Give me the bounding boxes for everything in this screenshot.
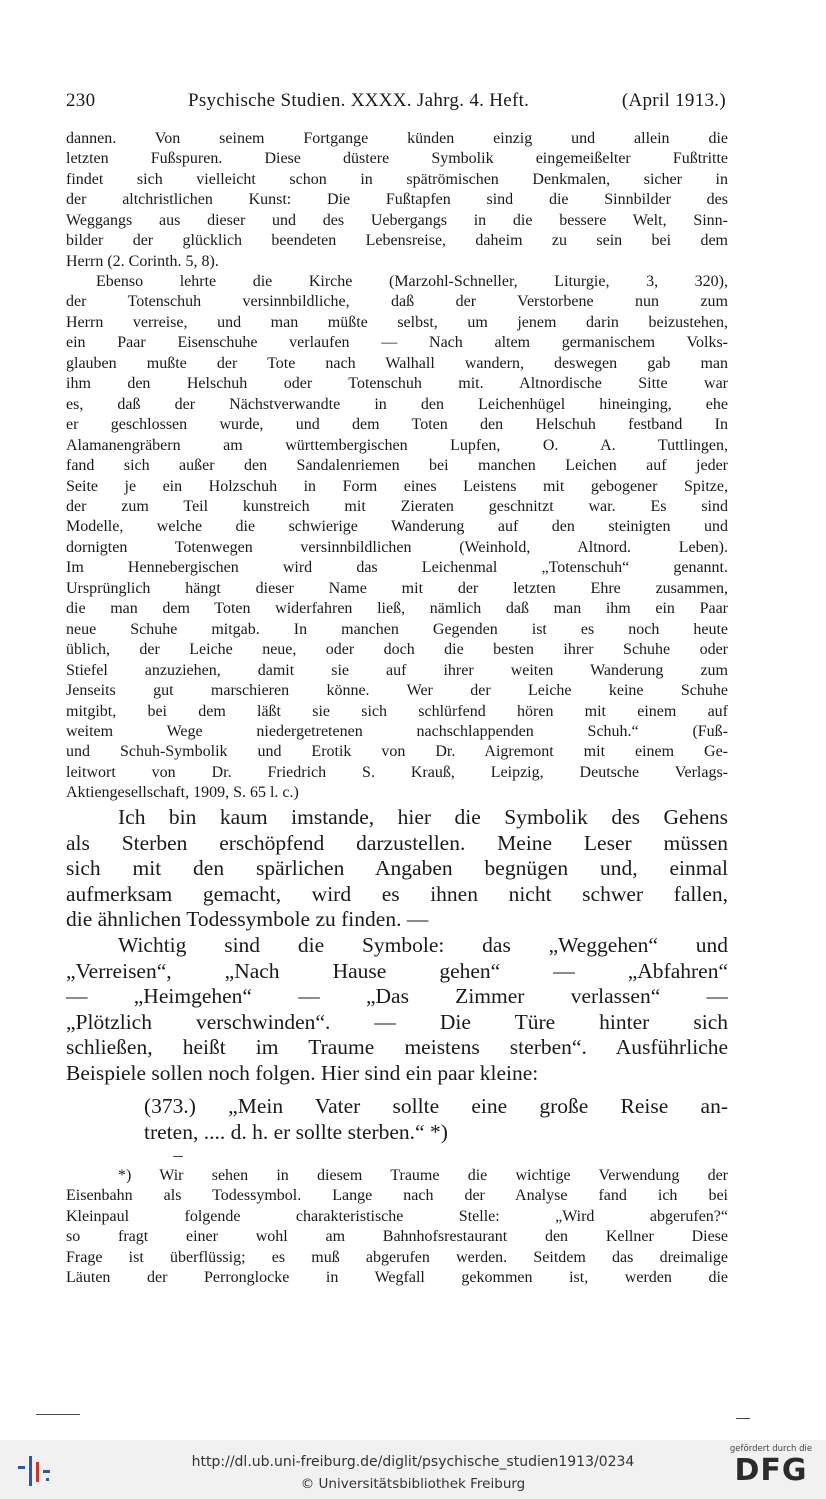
text-line: üblich, der Leiche neue, oder doch die besten ihrer Schuhe oder	[66, 641, 728, 659]
text-line: (373.) „Mein Vater sollte eine große Reise an-	[144, 1094, 728, 1118]
paragraph-continuation	[66, 129, 728, 272]
text-line: letzten Fußspuren. Diese düstere Symbolik eingemeißelter Fußtritte	[66, 150, 728, 168]
text-line: Ich bin kaum imstande, hier die Symbolik des Gehens	[118, 805, 728, 829]
text-line: leitwort von Dr. Friedrich S. Krauß, Leipzig, Deutsche Verlags-	[66, 763, 728, 781]
scan-mark-left	[36, 1414, 80, 1415]
text-line: so fragt einer wohl am Bahnhofsrestaurant den Kellner Diese	[66, 1228, 728, 1246]
text-line: es, daß der Nächstverwandte in den Leichenhügel hineinging, ehe	[66, 395, 728, 413]
text-line: Läuten der Perronglocke in Wegfall gekommen ist, werden die	[66, 1269, 728, 1287]
text-line: schließen, heißt im Traume meistens sterben“. Ausführliche	[66, 1035, 728, 1060]
dream-example	[66, 1094, 728, 1145]
text-line: Jenseits gut marschieren könne. Wer der Leiche keine Schuhe	[66, 682, 728, 700]
text-line: Im Hennebergischen wird das Leichenmal „Totenschuh“ genannt.	[66, 559, 728, 577]
text-line: der altchristlichen Kunst: Die Fußtapfen sind die Sinnbilder des	[66, 191, 728, 209]
dfg-logo[interactable]	[726, 1444, 816, 1496]
text-line: Wichtig sind die Symbole: das „Weggehen“ und	[118, 933, 728, 957]
text-line: fand sich außer den Sandalenriemen bei manchen Leichen auf jeder	[66, 457, 728, 475]
text-line: Frage ist überflüssig; es muß abgerufen werden. Seitdem das dreimalige	[66, 1248, 728, 1266]
text-line: Weggangs aus dieser und des Uebergangs in die bessere Welt, Sinn-	[66, 211, 728, 229]
copyright-notice: © Universitätsbibliothek Freiburg	[300, 1476, 526, 1492]
text-line: Modelle, welche die schwierige Wanderung auf den steinigten und	[66, 518, 728, 536]
text-line: Eisenbahn als Todessymbol. Lange nach der Analyse fand ich bei	[66, 1187, 728, 1205]
text-line: Alamanengräbern am württembergischen Lupfen, O. A. Tuttlingen,	[66, 436, 728, 454]
text-line: dornigten Totenwegen versinnbildlichen (Weinhold, Altnord. Leben).	[66, 538, 728, 556]
text-line: bilder der glücklich beendeten Lebensreise, daheim zu sein bei dem	[66, 232, 728, 250]
journal-title: Psychische Studien. XXXX. Jahrg. 4. Heft.	[187, 90, 530, 111]
text-line: aufmerksam gemacht, wird es ihnen nicht schwer fallen,	[66, 881, 728, 906]
paragraph-symbols	[66, 933, 728, 1087]
dfg-mark: DFG	[734, 1453, 808, 1488]
text-line: Stiefel anzuziehen, damit sie auf ihrer weiten Wanderung zum	[66, 661, 728, 679]
paragraph-main	[66, 805, 728, 933]
text-line: Ursprünglich hängt dieser Name mit der letzten Ehre zusammen,	[66, 579, 728, 597]
text-line: die man dem Toten widerfahren ließ, nämlich daß man ihm ein Paar	[66, 600, 728, 618]
text-line: Herrn (2. Corinth. 5, 8).	[66, 252, 219, 270]
scan-mark-right	[736, 1418, 750, 1419]
text-line: dannen. Von seinem Fortgange künden einzig und allein die	[66, 130, 728, 147]
text-line: Kleinpaul folgende charakteristische Stelle: „Wird abgerufen?“	[66, 1207, 728, 1225]
text-line: mitgibt, bei dem läßt sie sich schlürfend hören mit einem auf	[66, 702, 728, 720]
text-line: *) Wir sehen in diesem Traume die wichtige Verwendung der	[118, 1167, 728, 1184]
footnote-separator	[173, 1156, 183, 1157]
text-line: findet sich vielleicht schon in spätrömischen Denkmalen, sicher in	[66, 170, 728, 188]
text-line: der zum Teil kunstreich mit Zieraten geschnitzt war. Es sind	[66, 497, 728, 515]
dfg-subtitle: gefördert durch die	[729, 1444, 813, 1454]
running-header	[66, 90, 726, 112]
text-line: Beispiele sollen noch folgen. Hier sind ein paar kleine:	[66, 1060, 539, 1085]
text-line: Seite je ein Holzschuh in Form eines Leistens mit gebogener Spitze,	[66, 477, 728, 495]
text-line: Ebenso lehrte die Kirche (Marzohl-Schneller, Liturgie, 3, 320),	[96, 273, 728, 290]
paragraph-quotation	[66, 272, 728, 804]
permalink[interactable]: http://dl.ub.uni-freiburg.de/diglit/psychische_studien1913/0234	[191, 1454, 635, 1470]
text-line: ein Paar Eisenschuhe verlaufen — Nach altem germanischem Volks-	[66, 334, 728, 352]
text-line: als Sterben erschöpfend darzustellen. Meine Leser müssen	[66, 830, 728, 855]
text-line: glauben mußte der Tote nach Walhall wandern, deswegen gab man	[66, 354, 728, 372]
text-line: ihm den Helschuh oder Totenschuh mit. Altnordische Sitte war	[66, 375, 728, 393]
text-line: sich mit den spärlichen Angaben begnügen und, einmal	[66, 856, 728, 881]
library-footer	[0, 1440, 826, 1499]
text-line: die ähnlichen Todessymbole zu finden. —	[66, 907, 429, 932]
text-line: weitem Wege niedergetretenen nachschlappenden Schuh.“ (Fuß-	[66, 722, 728, 740]
text-line: neue Schuhe mitgab. In manchen Gegenden ist es noch heute	[66, 620, 728, 638]
text-line: der Totenschuh versinnbildliche, daß der Verstorbene nun zum	[66, 293, 728, 311]
text-line: treten, .... d. h. er sollte sterben.“ *)	[144, 1119, 448, 1144]
text-line: „Verreisen“, „Nach Hause gehen“ — „Abfahren“	[66, 958, 728, 983]
issue-date: (April 1913.)	[621, 90, 726, 111]
text-line: und Schuh-Symbolik und Erotik von Dr. Aigremont mit einem Ge-	[66, 743, 728, 761]
text-line: „Plötzlich verschwinden“. — Die Türe hinter sich	[66, 1009, 728, 1034]
text-line: — „Heimgehen“ — „Das Zimmer verlassen“ —	[66, 984, 728, 1009]
text-line: er geschlossen wurde, und dem Toten den Helschuh festband In	[66, 416, 728, 434]
page-number: 230	[66, 90, 96, 111]
footnote	[66, 1166, 728, 1289]
text-line: Aktiengesellschaft, 1909, S. 65 l. c.)	[66, 784, 299, 802]
text-line: Herrn verreise, und man müßte selbst, um jenem darin beizustehen,	[66, 313, 728, 331]
